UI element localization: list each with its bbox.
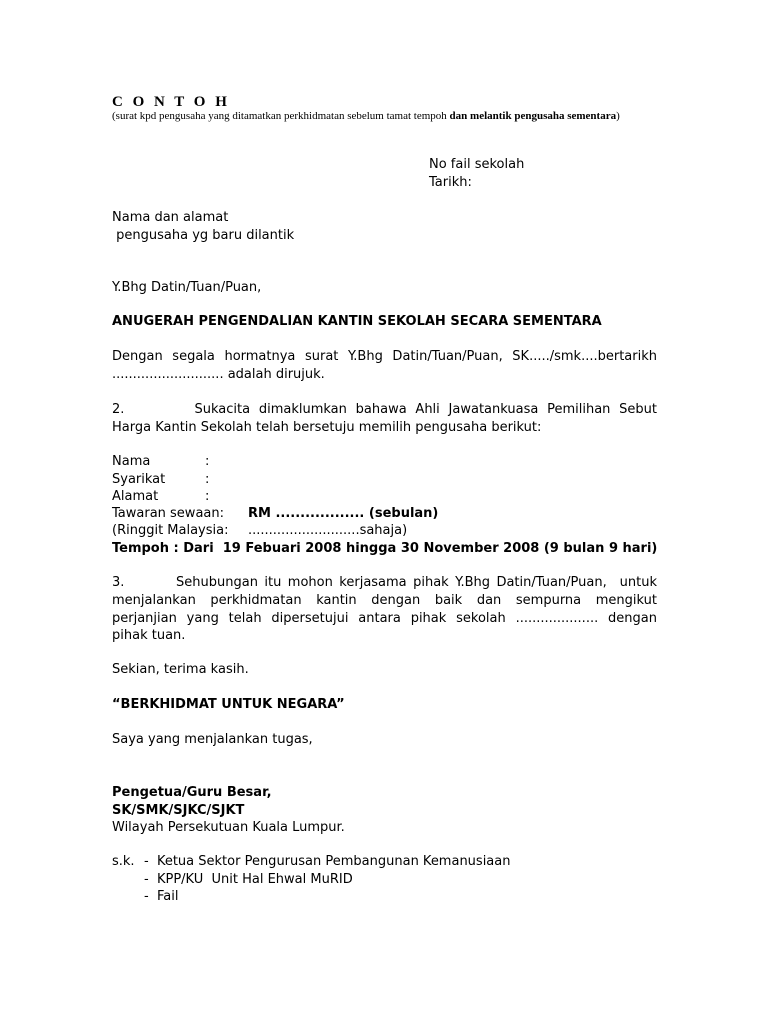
tempoh-line: Tempoh : Dari 19 Febuari 2008 hingga 30 November 2008 (9 bulan 9 hari)	[112, 541, 658, 556]
detail-syarikat	[112, 471, 209, 489]
tawaran-value: RM .................. (sebulan)	[248, 506, 439, 521]
para3-line1: 3. Sehubungan itu mohon kerjasama pihak Y.Bhg Datin/Tuan/Puan, untuk	[112, 575, 657, 590]
header-note-close: )	[616, 110, 620, 122]
sign-intro: Saya yang menjalankan tugas,	[112, 732, 313, 747]
cc-item-3: - Fail	[144, 889, 179, 904]
recipient-line1: Nama dan alamat	[112, 210, 229, 225]
alamat-label: Alamat	[112, 489, 159, 504]
para3-line3: perjanjian yang telah dipersetujui antara pihak sekolah .................... dengan	[112, 611, 657, 626]
ringgit-label: (Ringgit Malaysia:	[112, 523, 229, 538]
contoh-heading: C O N T O H	[112, 94, 230, 110]
alamat-colon: :	[205, 489, 210, 504]
detail-ringgit	[112, 522, 407, 540]
date-field: Tarikh:	[429, 175, 472, 190]
para2-line2: Harga Kantin Sekolah telah bersetuju memilih pengusaha berikut:	[112, 420, 542, 435]
para1-line2: ........................... adalah dirujuk.	[112, 367, 325, 382]
detail-alamat	[112, 488, 209, 506]
recipient-line2: pengusaha yg baru dilantik	[112, 228, 295, 243]
syarikat-label: Syarikat	[112, 472, 166, 487]
para2-line1: 2. Sukacita dimaklumkan bahawa Ahli Jawatankuasa Pemilihan Sebut	[112, 402, 657, 417]
cc-item-2: - KPP/KU Unit Hal Ehwal MuRID	[144, 872, 353, 887]
signatory-schools: SK/SMK/SJKC/SJKT	[112, 803, 245, 818]
para1-line1: Dengan segala hormatnya surat Y.Bhg Datin/Tuan/Puan, SK...../smk....bertarikh	[112, 349, 657, 364]
signatory-title: Pengetua/Guru Besar,	[112, 785, 272, 800]
detail-tawaran	[112, 505, 438, 523]
cc-item-1: - Ketua Sektor Pengurusan Pembangunan Kemanusiaan	[144, 854, 511, 869]
nama-colon: :	[205, 454, 210, 469]
header-note-open: (surat kpd pengusaha yang ditamatkan perkhidmatan sebelum tamat tempoh	[112, 110, 450, 122]
header-note	[112, 110, 620, 122]
ringgit-value: ...........................sahaja)	[248, 523, 408, 538]
para3-line4: pihak tuan.	[112, 628, 186, 643]
syarikat-colon: :	[205, 472, 210, 487]
salutation: Y.Bhg Datin/Tuan/Puan,	[112, 280, 262, 295]
signatory-region: Wilayah Persekutuan Kuala Lumpur.	[112, 820, 345, 835]
detail-nama	[112, 453, 209, 471]
nama-label: Nama	[112, 454, 151, 469]
motto: “BERKHIDMAT UNTUK NEGARA”	[112, 697, 345, 712]
header-note-bold: dan melantik pengusaha sementara	[449, 110, 617, 122]
file-number: No fail sekolah	[429, 157, 525, 172]
para3-line2: menjalankan perkhidmatan kantin dengan baik dan sempurna mengikut	[112, 593, 657, 608]
subject-line: ANUGERAH PENGENDALIAN KANTIN SEKOLAH SECARA SEMENTARA	[112, 314, 602, 329]
closing-text: Sekian, terima kasih.	[112, 662, 249, 677]
tawaran-label: Tawaran sewaan:	[112, 506, 224, 521]
cc-prefix: s.k.	[112, 854, 135, 869]
